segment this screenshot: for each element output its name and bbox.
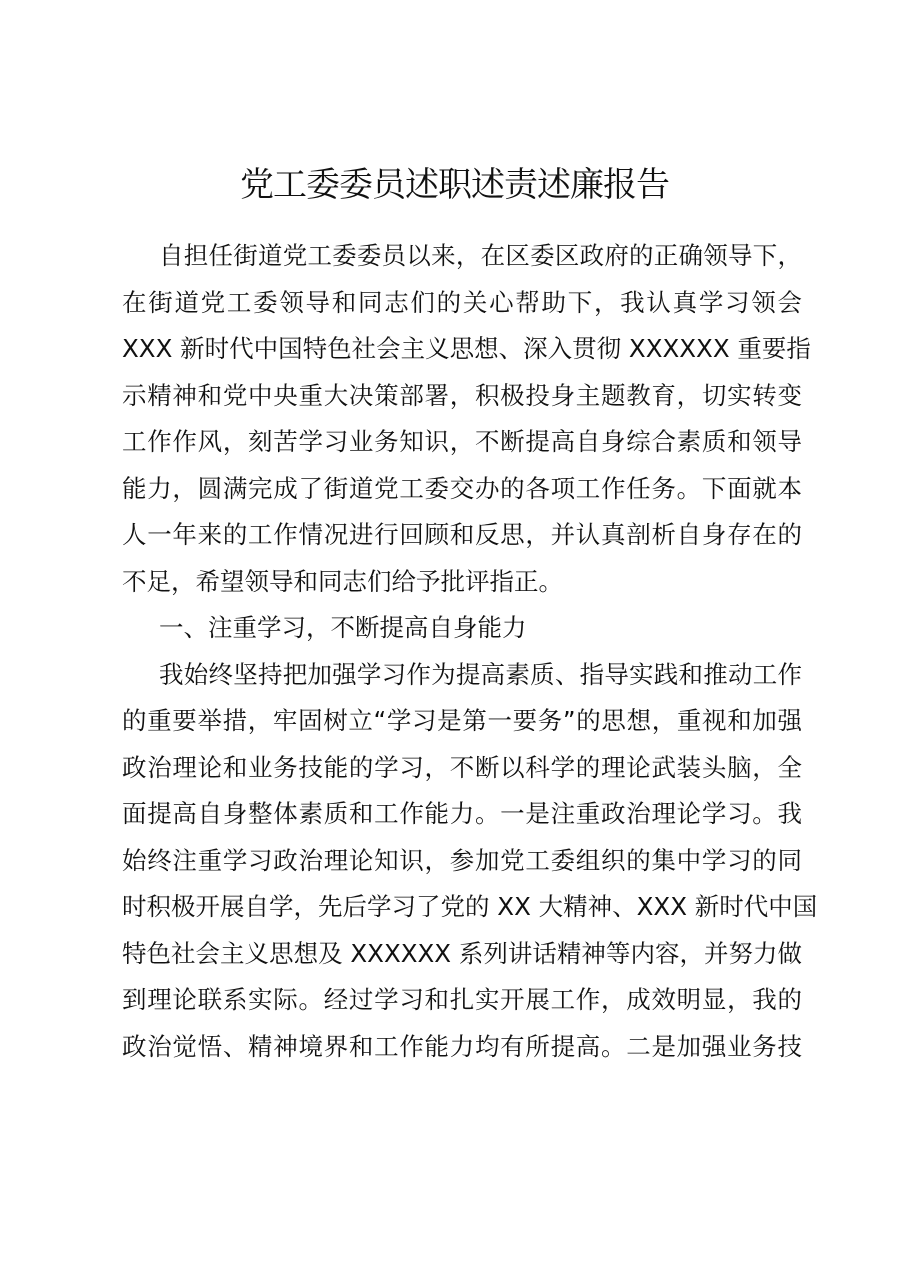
paragraph-line: 政治觉悟、精神境界和工作能力均有所提高。二是加强业务技 (122, 1031, 802, 1061)
paragraph-line: 的重要举措，牢固树立“学习是第一要务”的思想，重视和加强 (122, 706, 802, 735)
section-heading: 一、注重学习，不断提高自身能力 (159, 613, 527, 642)
paragraph-line: 始终注重学习政治理论知识，参加党工委组织的集中学习的同 (122, 845, 802, 875)
paragraph-line: XXX 新时代中国特色社会主义思想、深入贯彻 XXXXXX 重要指 (122, 334, 811, 363)
document-body (122, 233, 818, 1070)
paragraph-line: 示精神和党中央重大决策部署，积极投身主题教育，切实转变 (122, 380, 802, 410)
paragraph-line: 人一年来的工作情况进行回顾和反思，并认真剖析自身存在的 (122, 520, 802, 549)
paragraph-line: 工作作风，刻苦学习业务知识，不断提高自身综合素质和领导 (122, 427, 802, 456)
paragraph-line: 我始终坚持把加强学习作为提高素质、指导实践和推动工作 (159, 659, 802, 689)
paragraph-line: 到理论联系实际。经过学习和扎实开展工作，成效明显，我的 (122, 985, 802, 1014)
paragraph-line: 面提高自身整体素质和工作能力。一是注重政治理论学习。我 (122, 799, 802, 828)
paragraph-line: 自担任街道党工委委员以来，在区委区政府的正确领导下， (159, 241, 802, 270)
paragraph-line: 能力，圆满完成了街道党工委交办的各项工作任务。下面就本 (122, 473, 802, 503)
paragraph-line: 不足，希望领导和同志们给予批评指正。 (122, 566, 563, 596)
paragraph-line: 特色社会主义思想及 XXXXXX 系列讲话精神等内容，并努力做 (122, 938, 802, 968)
paragraph-line: 政治理论和业务技能的学习，不断以科学的理论武装头脑，全 (122, 752, 802, 782)
paragraph-line: 在街道党工委领导和同志们的关心帮助下，我认真学习领会 (122, 287, 802, 317)
document-title: 党工委委员述职述责述廉报告 (240, 165, 669, 205)
paragraph-line: 时积极开展自学，先后学习了党的 XX 大精神、XXX 新时代中国 (122, 892, 818, 921)
